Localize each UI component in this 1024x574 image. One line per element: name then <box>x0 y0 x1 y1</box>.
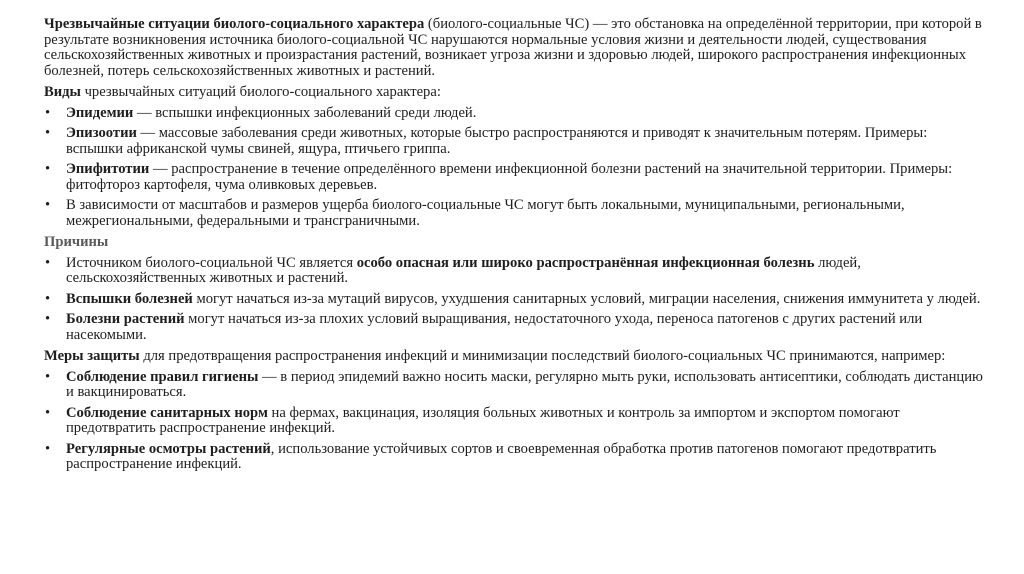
item-text: Источником биолого-социальной ЧС является <box>66 254 357 271</box>
list-item-source <box>44 256 984 287</box>
list-item-scale <box>44 198 984 229</box>
item-text: — распространение в течение определённого времени инфекционной болезни растений на значительной территории. Примеры: фитофтороз картофеля, чума оливковых деревьев. <box>66 161 953 193</box>
item-text: В зависимости от масштабов и размеров ущерба биолого-социальные ЧС могут быть локальными, муниципальными, региональными, межрегиональными, федеральными и трансграничными. <box>66 197 905 229</box>
causes-list <box>44 256 984 344</box>
intro-text: (биолого-социальные ЧС) — это обстановка на определённой территории, при которой в результате возникновения источника биолого-социальной ЧС нарушаются нормальные условия жизни и деятельности людей, существования сельскохозяйственных животных и произрастания растений, возникает угроза жизни и здоровью людей, широкого распространения инфекционных болезней, потерь сельскохозяйственных животных и растений. <box>44 16 982 79</box>
types-heading-bold: Виды <box>44 84 81 100</box>
item-term: Регулярные осмотры растений <box>66 440 271 457</box>
list-item-outbreaks <box>44 292 984 308</box>
intro-paragraph <box>44 17 984 79</box>
types-heading-rest: чрезвычайных ситуаций биолого-социального характера: <box>80 84 441 100</box>
types-heading <box>44 85 984 101</box>
measures-heading-rest: для предотвращения распространения инфекций и минимизации последствий биолого-социальных ЧС принимаются, например: <box>139 348 946 364</box>
list-item-epizootics <box>44 126 984 157</box>
item-term: Вспышки болезней <box>66 290 193 307</box>
list-item-hygiene <box>44 370 984 401</box>
item-term: особо опасная или широко распространённая инфекционная болезнь <box>356 254 815 271</box>
item-term: Соблюдение санитарных норм <box>66 404 268 421</box>
item-text: , использование устойчивых сортов и своевременная обработка против патогенов помогают предотвратить распространение инфекций. <box>66 440 937 472</box>
list-item-epiphytotics <box>44 162 984 193</box>
item-term: Эпидемии <box>66 104 134 121</box>
measures-heading-bold: Меры защиты <box>44 348 140 364</box>
item-text: — массовые заболевания среди животных, которые быстро распространяются и приводят к значительным потерям. Примеры: вспышки африканской чумы свиней, ящура, птичьего гриппа. <box>66 125 928 157</box>
item-text: — в период эпидемий важно носить маски, регулярно мыть руки, использовать антисептики, соблюдать дистанцию и вакцинироваться. <box>66 368 983 400</box>
item-term: Эпизоотии <box>66 125 137 141</box>
causes-heading <box>44 235 984 251</box>
item-term: Болезни растений <box>66 311 185 327</box>
list-item-plant-inspection <box>44 442 984 473</box>
measures-list <box>44 370 984 473</box>
intro-term: Чрезвычайные ситуации биолого-социального характера <box>44 16 425 32</box>
measures-heading <box>44 349 984 365</box>
item-term: Эпифитотии <box>66 161 150 177</box>
list-item-plant-diseases <box>44 312 984 343</box>
list-item-sanitary <box>44 406 984 437</box>
causes-heading-bold: Причины <box>44 234 109 250</box>
list-item-epidemics <box>44 106 984 122</box>
item-text: могут начаться из-за мутаций вирусов, ухудшения санитарных условий, миграции населения, снижения иммунитета у людей. <box>192 290 981 307</box>
types-list <box>44 106 984 230</box>
item-term: Соблюдение правил гигиены <box>66 368 259 385</box>
item-text: — вспышки инфекционных заболеваний среди людей. <box>133 104 477 121</box>
item-text: на фермах, вакцинация, изоляция больных животных и контроль за импортом и экспортом помогают предотвратить распространение инфекций. <box>66 404 900 436</box>
item-text: людей, сельскохозяйственных животных и растений. <box>66 254 861 286</box>
item-text: могут начаться из-за плохих условий выращивания, недостаточного ухода, переноса патогенов с других растений или насекомыми. <box>66 311 923 343</box>
